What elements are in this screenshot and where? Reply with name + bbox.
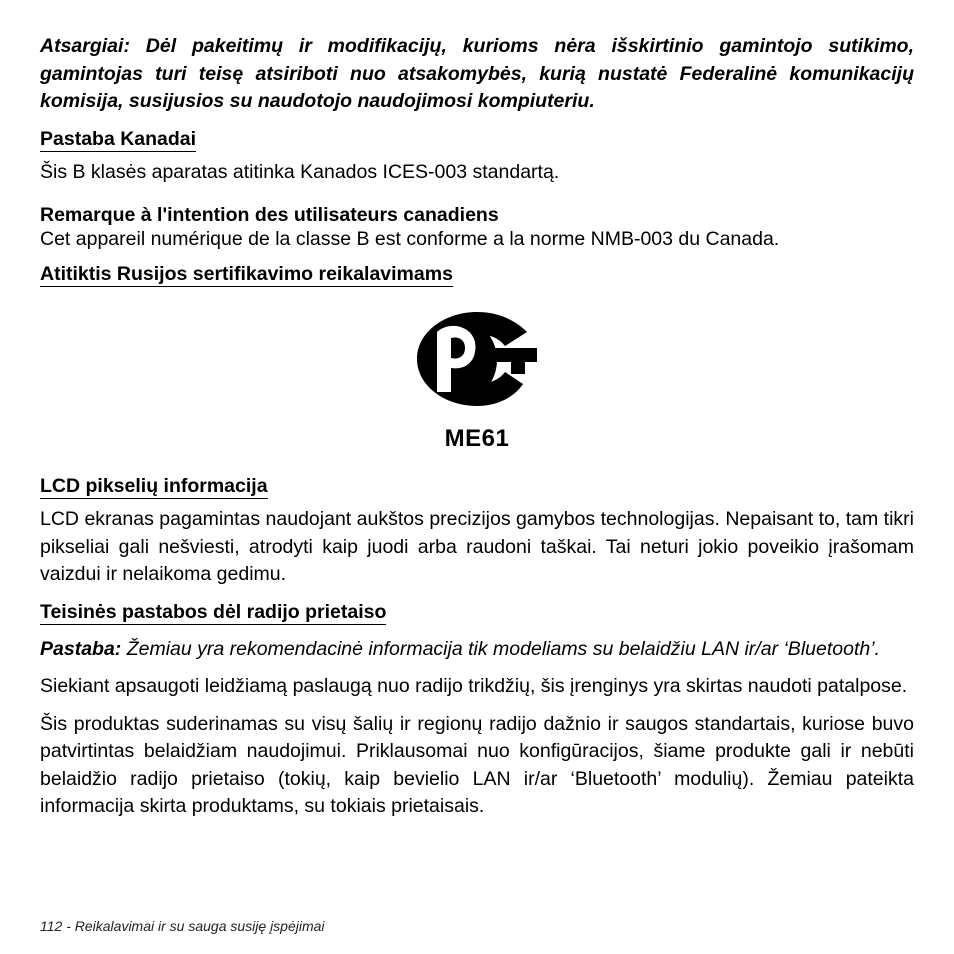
note-label: Pastaba: xyxy=(40,637,122,660)
radio-note xyxy=(40,636,914,664)
pct-logo-svg xyxy=(415,310,539,408)
remarque-text: Cet appareil numérique de la classe B est conforme a la norme NMB-003 du Canada. xyxy=(40,228,780,250)
document-page xyxy=(40,33,914,821)
lcd-heading: LCD pikselių informacija xyxy=(40,475,268,497)
canada-text: Šis B klasės aparatas atitinka Kanados ICES-003 standartą. xyxy=(40,160,560,183)
radio-para1: Siekiant apsaugoti leidžiamą paslaugą nuo radijo trikdžių, šis įrenginys yra skirtas naudoti patalpose. xyxy=(40,675,908,697)
lcd-text: LCD ekranas pagamintas naudojant aukštos precizijos gamybos technologijas. Nepaisant to, tam tikri pikseliai gali nešviesti, atrodyti kaip juodi arba raudoni taškai. Tai neturi jokio poveikio įrašomam vaizdui ir nelaikoma gedimu. xyxy=(40,508,914,585)
russia-heading: Atitiktis Rusijos sertifikavimo reikalavimams xyxy=(40,263,453,285)
pct-certification-mark-icon xyxy=(40,310,914,453)
page-footer: 112 - Reikalavimai ir su sauga susiję įspėjimai xyxy=(40,918,325,934)
mark-code: ME61 xyxy=(444,425,510,452)
canada-heading: Pastaba Kanadai xyxy=(40,127,197,150)
note-text: Žemiau yra rekomendacinė informacija tik modeliams su belaidžiu LAN ir/ar ‘Bluetooth’. xyxy=(121,637,880,660)
radio-heading: Teisinės pastabos dėl radijo prietaiso xyxy=(40,600,387,623)
warning-paragraph: Atsargiai: Dėl pakeitimų ir modifikacijų, kurioms nėra išskirtinio gamintojo sutikimo, gamintojas turi teisę atsiriboti nuo atsakomybės, kurią nustatė Federalinė komunikacijų komisija, susijusios su naudotojo naudojimosi kompiuteriu. xyxy=(40,35,914,112)
radio-para2: Šis produktas suderinamas su visų šalių ir regionų radijo dažnio ir saugos standartais, kuriose buvo patvirtintas belaidžiam naudojimui. Priklausomai nuo konfigūracijos, šiame produkte gali ir nebūti belaidžio radijo prietaiso (tokių, kaip bevielio LAN ir/ar ‘Bluetooth’ modulių). Žemiau pateikta informacija skirta produktams, su tokiais prietaisais. xyxy=(40,712,914,817)
remarque-heading: Remarque à l'intention des utilisateurs canadiens xyxy=(40,204,499,226)
